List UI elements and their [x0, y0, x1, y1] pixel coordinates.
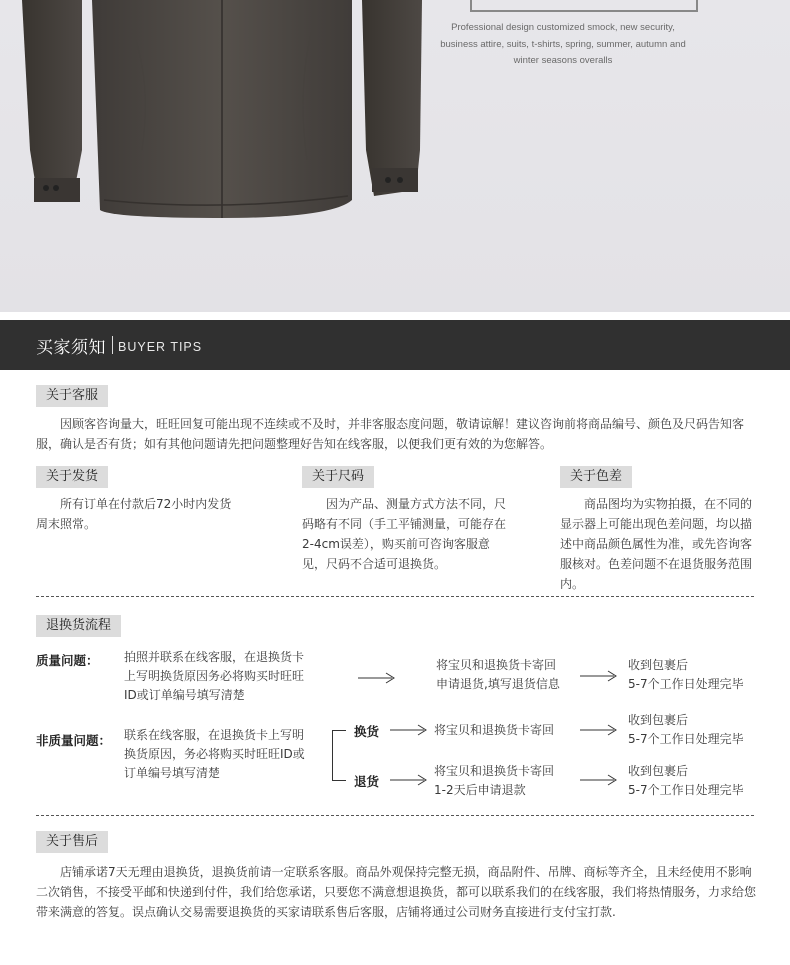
hero-divider	[0, 312, 790, 320]
hero-caption-line: Professional design customized smock, new security,	[451, 22, 675, 33]
arrow-icon	[390, 724, 428, 736]
section-divider	[36, 596, 754, 597]
label-sizing: 关于尺码	[302, 466, 374, 488]
quality-step2	[436, 656, 560, 694]
non-quality-issue-title: 非质量问题：	[36, 733, 112, 748]
sizing-text: 因为产品、测量方式方法不同，尺码略有不同（手工平铺测量，可能存在2-4cm误差），购买前可咨询客服意见，尺码不合适可退换货。	[302, 497, 507, 571]
shipping-text: 所有订单在付款后72小时内发货周末照常。	[36, 497, 232, 531]
quality-step3	[628, 656, 756, 694]
label-returns-flow: 退换货流程	[36, 615, 121, 637]
hero-caption-line: business attire, suits, t-shirts, spring, summer, autumn and	[440, 38, 686, 50]
non-quality-step1: 联系在线客服，在退换货卡上写明换货原因，务必将购买时旺旺ID或订单编号填写清楚	[124, 728, 305, 780]
exchange-label: 换货	[354, 724, 380, 739]
branch-tick	[332, 780, 346, 781]
color-text: 商品图均为实物拍摄，在不同的显示器上可能出现色差问题，均以描述中商品颜色属性为准，或先咨询客服核对。色差问题不在退货服务范围内。	[560, 497, 753, 591]
shirt-photo	[22, 0, 442, 222]
arrow-icon	[390, 774, 428, 786]
refund-step3-line: 5-7个工作日处理完毕	[628, 783, 744, 797]
label-color: 关于色差	[560, 466, 632, 488]
hero-caption-line: winter seasons overalls	[513, 55, 613, 66]
hero-caption	[428, 20, 698, 70]
exchange-step2: 将宝贝和退换货卡寄回	[434, 723, 555, 737]
refund-step3-line: 收到包裹后	[628, 764, 689, 778]
arrow-icon	[358, 672, 396, 684]
arrow-icon	[580, 670, 618, 682]
exchange-step3	[628, 711, 756, 749]
quality-step3-line: 5-7个工作日处理完毕	[628, 677, 744, 691]
exchange-step3-line: 5-7个工作日处理完毕	[628, 732, 744, 746]
quality-issue-title: 质量问题：	[36, 653, 99, 668]
quality-step1: 拍照并联系在线客服，在退换货卡上写明换货原因务必将购买时旺旺ID或订单编号填写清楚	[124, 650, 305, 702]
arrow-icon	[580, 724, 618, 736]
quality-step3-line: 收到包裹后	[628, 658, 689, 672]
buyer-tips-banner	[0, 320, 790, 370]
customer-service-text: 因顾客咨询量大，旺旺回复可能出现不连续或不及时，并非客服态度问题，敬请谅解！建议咨询前将商品编号、颜色及尺码告知客服，确认是否有货；如有其他问题请先把问题整理好告知在线客服，以便我们更有效的为您解答。	[36, 417, 745, 451]
banner-separator	[112, 336, 113, 354]
label-shipping: 关于发货	[36, 466, 108, 488]
label-customer-service: 关于客服	[36, 385, 108, 407]
after-sales-text: 店铺承诺7天无理由退换货，退换货前请一定联系客服。商品外观保持完整无损，商品附件、吊牌、商标等齐全，且未经使用不影响二次销售，不接受平邮和快递到付件，我们给您承诺，只要您不满意想退换货，都可以联系我们的在线客服，我们将热情服务，力求给您带来满意的答复。误点确认交易需要退换货的买家请联系售后客服，店铺将通过公司财务直接进行支付宝打款.	[36, 865, 757, 919]
section-divider	[36, 815, 754, 816]
refund-step2	[434, 762, 554, 800]
exchange-step3-line: 收到包裹后	[628, 713, 689, 727]
quality-step2-line: 申请退货,填写退货信息	[436, 677, 560, 691]
refund-label: 退货	[354, 774, 380, 789]
banner-title-cn: 买家须知	[36, 337, 106, 358]
caption-frame	[470, 0, 698, 12]
quality-step2-line: 将宝贝和退换货卡寄回	[436, 658, 557, 672]
hero-product-image	[0, 0, 790, 312]
refund-step2-line: 将宝贝和退换货卡寄回	[434, 764, 555, 778]
arrow-icon	[580, 774, 618, 786]
label-after-sales: 关于售后	[36, 831, 108, 853]
branch-bracket	[332, 730, 333, 780]
banner-title-en: BUYER TIPS	[118, 340, 203, 354]
refund-step3	[628, 762, 756, 800]
refund-step2-line: 1-2天后申请退款	[434, 783, 526, 797]
branch-tick	[332, 730, 346, 731]
